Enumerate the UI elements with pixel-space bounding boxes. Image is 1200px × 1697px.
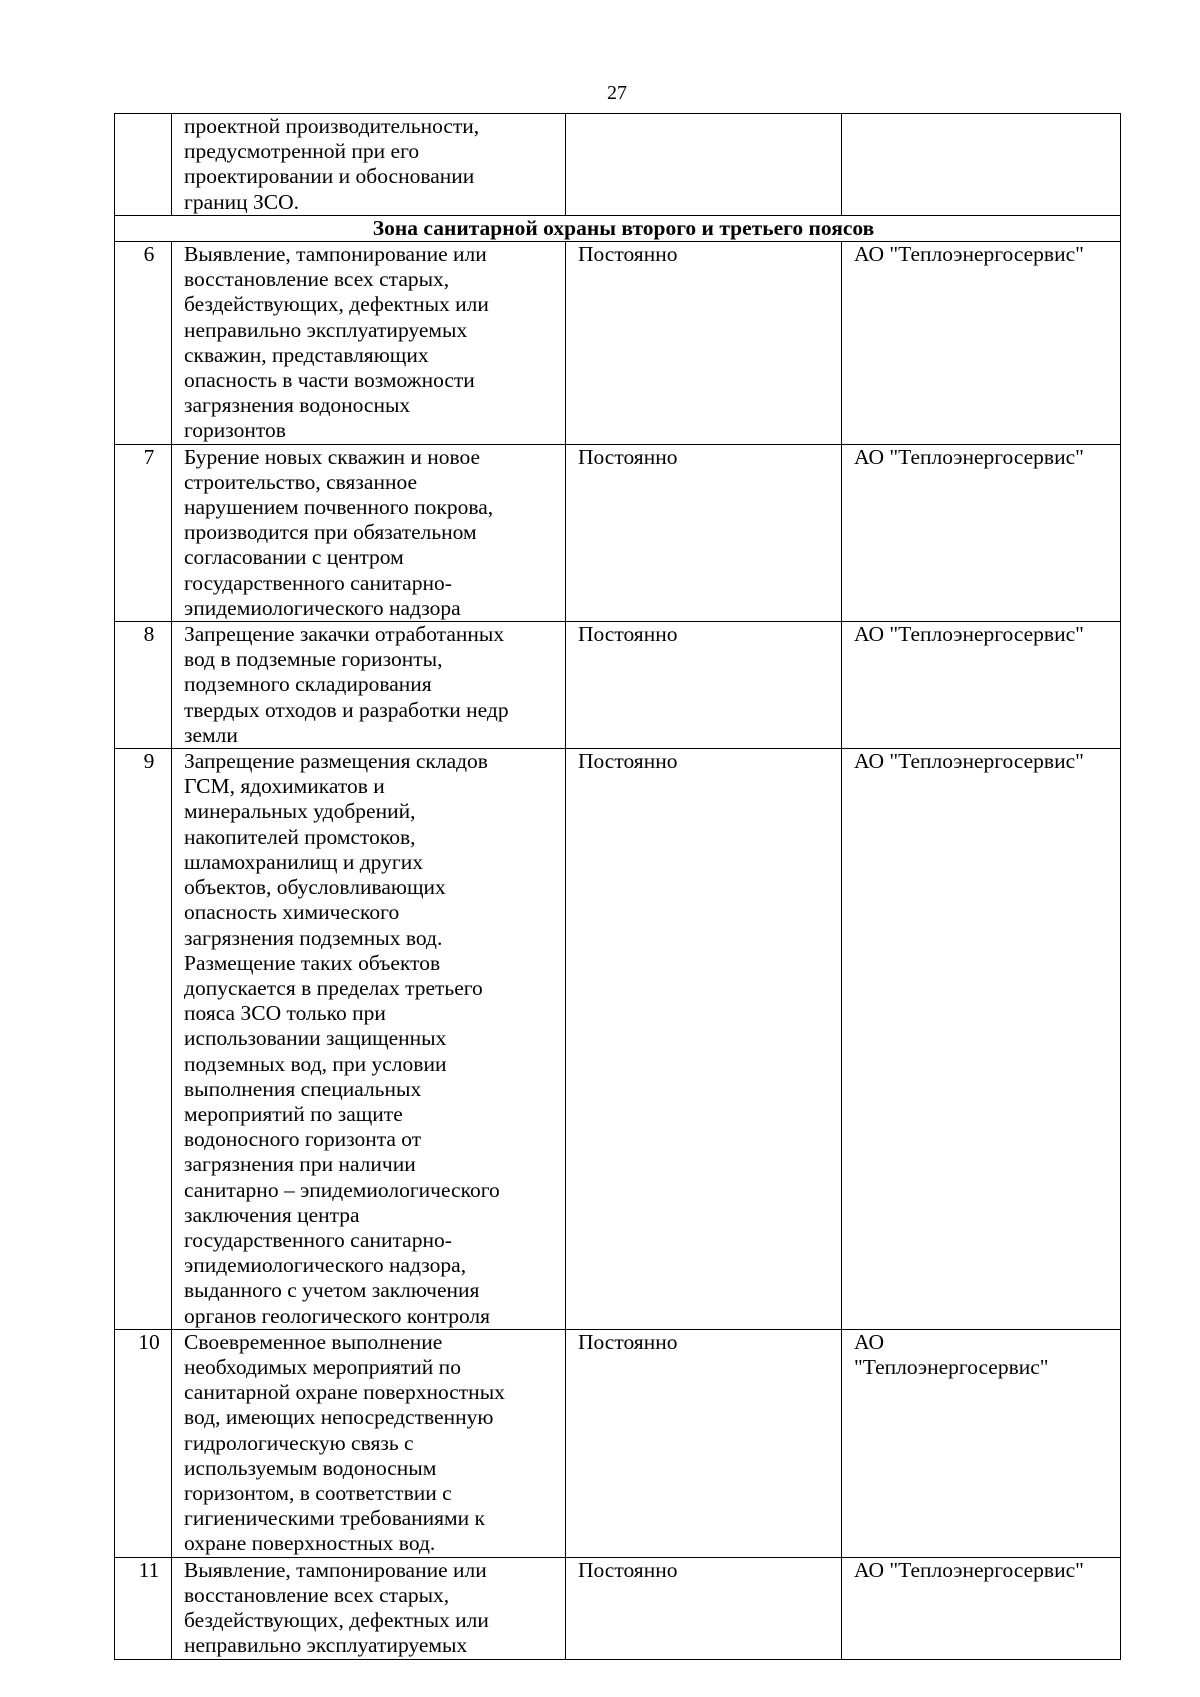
responsible-cell xyxy=(842,622,1121,749)
measure-text: проектной производительности, предусмотренной при его проектировании и обосновании границ ЗСО. xyxy=(184,114,480,214)
measure-text: Бурение новых скважин и новое строительство, связанное нарушением почвенного покрова, производится при обязательном согласовании с центром государственного санитарно- эпидемиологического надзора xyxy=(184,444,494,620)
term-cell xyxy=(566,1557,842,1659)
responsible-text: АО "Теплоэнергосервис" xyxy=(854,242,1084,267)
term-cell xyxy=(566,114,842,216)
table-row xyxy=(115,1557,1121,1659)
responsible-cell xyxy=(842,444,1121,621)
measure-cell xyxy=(172,622,566,749)
term-cell xyxy=(566,242,842,445)
measure-text: Выявление, тампонирование или восстановление всех старых, бездействующих, дефектных или неправильно эксплуатируемых скважин, представляющих опасность в части возможности загрязнения водоносных горизонтов xyxy=(184,242,489,443)
measure-text: Запрещение размещения складов ГСМ, ядохимикатов и минеральных удобрений, накопителей промстоков, шламохранилищ и других объектов, обусловливающих опасность химического загрязнения подземных вод. Размещение таких объектов допускается в пределах третьего пояса ЗСО только при использовании защищенных подземных вод, при условии выполнения специальных мероприятий по защите водоносного горизонта от загрязнения при наличии санитарно – эпидемиологического заключения центра государственного санитарно- эпидемиологического надзора, выданного с учетом заключения органов геологического контроля xyxy=(184,749,500,1328)
table-row xyxy=(115,622,1121,749)
term-cell xyxy=(566,444,842,621)
section-header-row xyxy=(115,215,1121,241)
row-number: 9 xyxy=(115,749,172,1330)
measure-text: Выявление, тампонирование или восстановление всех старых, бездействующих, дефектных или неправильно эксплуатируемых xyxy=(184,1557,489,1658)
measures-table xyxy=(114,113,1121,1660)
measure-cell xyxy=(172,114,566,216)
term-text: Постоянно xyxy=(578,444,678,469)
row-number: 7 xyxy=(115,444,172,621)
row-number: 10 xyxy=(115,1329,172,1557)
term-cell xyxy=(566,1329,842,1557)
row-number: 8 xyxy=(115,622,172,749)
responsible-cell xyxy=(842,1329,1121,1557)
row-number: 6 xyxy=(115,242,172,445)
table-row-continuation xyxy=(115,114,1121,216)
table-row xyxy=(115,444,1121,621)
term-text: Постоянно xyxy=(578,622,678,647)
measure-cell xyxy=(172,1329,566,1557)
responsible-cell xyxy=(842,114,1121,216)
section-header: Зона санитарной охраны второго и третьего поясов xyxy=(115,215,1121,241)
responsible-text: АО "Теплоэнергосервис" xyxy=(854,749,1084,774)
measure-text: Своевременное выполнение необходимых мероприятий по санитарной охране поверхностных вод, имеющих непосредственную гидрологическую связь с используемым водоносным горизонтом, в соответствии с гигиеническими требованиями к охране поверхностных вод. xyxy=(184,1329,505,1556)
responsible-cell xyxy=(842,749,1121,1330)
responsible-text: АО "Теплоэнергосервис" xyxy=(854,1557,1084,1582)
responsible-cell xyxy=(842,1557,1121,1659)
row-number-cell xyxy=(115,114,172,216)
table-row xyxy=(115,749,1121,1330)
term-text: Постоянно xyxy=(578,749,678,774)
term-cell xyxy=(566,749,842,1330)
responsible-text: АО "Теплоэнергосервис" xyxy=(854,1329,1049,1379)
table-row xyxy=(115,1329,1121,1557)
row-number: 11 xyxy=(115,1557,172,1659)
responsible-text: АО "Теплоэнергосервис" xyxy=(854,444,1084,469)
term-cell xyxy=(566,622,842,749)
measure-text: Запрещение закачки отработанных вод в подземные горизонты, подземного складирования твердых отходов и разработки недр земли xyxy=(184,622,509,747)
term-text: Постоянно xyxy=(578,1329,678,1354)
term-text: Постоянно xyxy=(578,1557,678,1582)
measure-cell xyxy=(172,444,566,621)
measure-cell xyxy=(172,1557,566,1659)
responsible-cell xyxy=(842,242,1121,445)
page-number: 27 xyxy=(607,82,627,104)
responsible-text: АО "Теплоэнергосервис" xyxy=(854,622,1084,647)
measure-cell xyxy=(172,242,566,445)
term-text: Постоянно xyxy=(578,242,678,267)
table-row xyxy=(115,242,1121,445)
measure-cell xyxy=(172,749,566,1330)
